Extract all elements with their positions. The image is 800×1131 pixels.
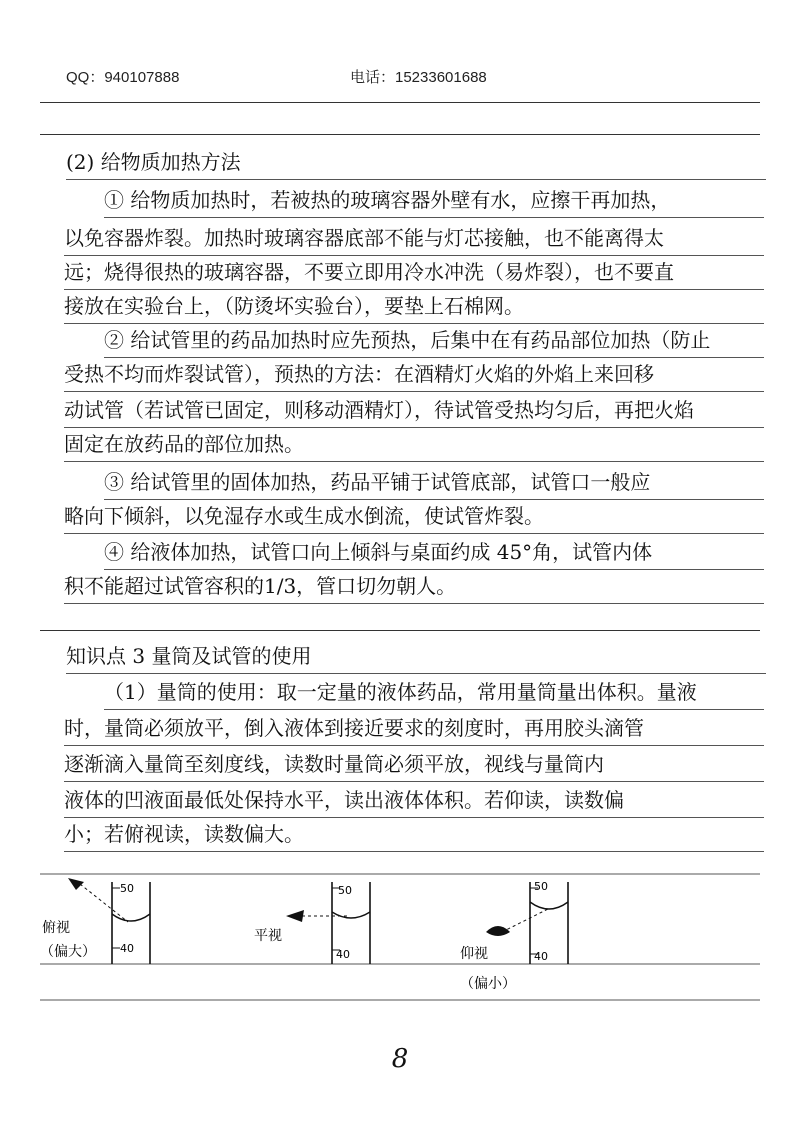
text-line: 时，量筒必须放平，倒入液体到接近要求的刻度时，再用胶头滴管 <box>64 712 764 746</box>
scale-label-top: 50 <box>534 880 548 893</box>
text-line: 略向下倾斜，以免湿存水或生成水倒流，使试管炸裂。 <box>64 500 764 534</box>
text-line: 动试管（若试管已固定，则移动酒精灯），待试管受热均匀后，再把火焰 <box>64 394 764 428</box>
eye-icon <box>68 878 84 890</box>
knowledge-heading: 知识点 3 量筒及试管的使用 <box>66 640 766 674</box>
text-line: 远；烧得很热的玻璃容器，不要立即用冷水冲洗（易炸裂），也不要直 <box>64 256 764 290</box>
scale-label-top: 50 <box>120 882 134 895</box>
phone-contact: 电话：15233601688 <box>350 69 487 86</box>
graduated-cylinder-reading-diagram <box>40 860 760 1010</box>
cylinder-level-view <box>254 882 370 964</box>
text-line: ④ 给液体加热，试管口向上倾斜与桌面约成 45°角，试管内体 <box>104 536 764 570</box>
ruled-line <box>40 134 760 135</box>
text-line: 积不能超过试管容积的1/3，管口切勿朝人。 <box>64 570 764 604</box>
text-line: 固定在放药品的部位加热。 <box>64 428 764 462</box>
text-line: ③ 给试管里的固体加热，药品平铺于试管底部，试管口一般应 <box>104 466 764 500</box>
scale-label-bottom: 40 <box>336 948 350 961</box>
view-note: （偏小） <box>460 976 516 992</box>
view-label: 仰视 <box>460 946 488 962</box>
view-label: 俯视 <box>42 920 70 936</box>
eye-icon <box>486 926 510 936</box>
cylinder-looking-up <box>460 880 568 992</box>
scale-label-top: 50 <box>338 884 352 897</box>
text-line: 受热不均而炸裂试管），预热的方法：在酒精灯火焰的外焰上来回移 <box>64 358 764 392</box>
scale-label-bottom: 40 <box>534 950 548 963</box>
text-line: 接放在实验台上，（防烫坏实验台），要垫上石棉网。 <box>64 290 764 324</box>
page-header <box>0 66 800 90</box>
text-line: 小；若俯视读，读数偏大。 <box>64 818 764 852</box>
header-rule <box>40 102 760 103</box>
ruled-line <box>40 630 760 631</box>
text-line: 液体的凹液面最低处保持水平，读出液体体积。若仰读，读数偏 <box>64 784 764 818</box>
eye-icon <box>286 910 304 922</box>
text-line: ① 给物质加热时，若被热的玻璃容器外壁有水，应擦干再加热， <box>104 184 764 218</box>
page-number: 8 <box>391 1044 409 1074</box>
view-note: （偏大） <box>40 944 96 960</box>
scale-label-bottom: 40 <box>120 942 134 955</box>
qq-contact: QQ：940107888 <box>66 69 180 86</box>
view-label: 平视 <box>254 928 282 944</box>
text-line: （1）量筒的使用：取一定量的液体药品，常用量筒量出体积。量液 <box>104 676 764 710</box>
text-line: 逐渐滴入量筒至刻度线，读数时量筒必须平放，视线与量筒内 <box>64 748 764 782</box>
section-heading: (2) 给物质加热方法 <box>66 146 766 180</box>
text-line: 以免容器炸裂。加热时玻璃容器底部不能与灯芯接触，也不能离得太 <box>64 222 764 256</box>
text-line: ② 给试管里的药品加热时应先预热，后集中在有药品部位加热（防止 <box>104 324 764 358</box>
cylinder-looking-down <box>40 878 150 964</box>
